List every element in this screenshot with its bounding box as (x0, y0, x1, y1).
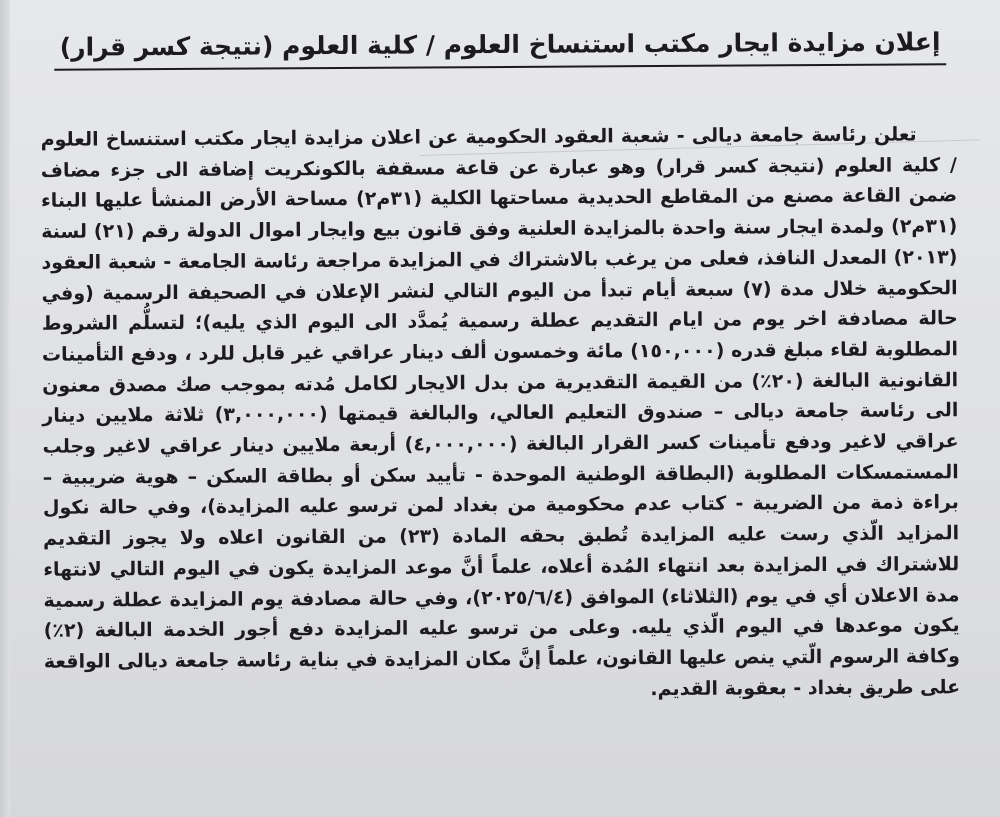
announcement-document (40, 25, 964, 708)
announcement-body-text: تعلن رئاسة جامعة ديالى - شعبة العقود الحكومية عن اعلان مزايدة ايجار مكتب استنساخ العلوم / كلية العلوم (نتيجة كسر قرار) وهو عبارة عن قاعة مسقفة بالكونكريت إضافة الى جزء مضاف ضمن القاعة مصنع من المقاطع الحديدية مساحتها الكلية (٣١م٢) مساحة الأرض المنشأ عليها البناء (٣١م٢) ولمدة ايجار سنة واحدة بالمزايدة العلنية وفق قانون بيع وايجار اموال الدولة رقم (٢١) لسنة (٢٠١٣) المعدل النافذ، فعلى من يرغب بالاشتراك في المزايدة مراجعة رئاسة الجامعة - شعبة العقود الحكومية خلال مدة (٧) سبعة أيام تبدأ من اليوم التالي لنشر الإعلان في الصحيفة الرسمية (وفي حالة مصادفة اخر يوم من ايام التقديم عطلة رسمية يُمدَّد الى اليوم الذي يليه)؛ لتسلُّم الشروط المطلوبة لقاء مبلغ قدره (١٥٠,٠٠٠) مائة وخمسون ألف دينار عراقي غير قابل للرد ، ودفع التأمينات القانونية البالغة (٢٠٪) من القيمة التقديرية من بدل الايجار لكامل مُدته بموجب صك مصدق معنون الى رئاسة جامعة ديالى – صندوق التعليم العالي، والبالغة قيمتها (٣,٠٠٠,٠٠٠) ثلاثة ملايين دينار عراقي لاغير ودفع تأمينات كسر القرار البالغة (٤,٠٠٠,٠٠٠) أربعة ملايين دينار عراقي لاغير وجلب المستمسكات المطلوبة (البطاقة الوطنية الموحدة - تأييد سكن أو بطاقة السكن – هوية ضريبية – براءة ذمة من الضريبة - كتاب عدم محكومية من بغداد لمن ترسو عليه المزايدة)، وفي حالة نكول المزايد الّذي رست عليه المزايدة تُطبق بحقه المادة (٢٣) من القانون اعلاه ولا يجوز التقديم للاشتراك في المزايدة بعد انتهاء المُدة أعلاه، علماً أنَّ موعد المزايدة يكون في اليوم التالي لانتهاء مدة الاعلان أي في يوم (الثلاثاء) الموافق (٢٠٢٥/٦/٤)، وفي حالة مصادفة يوم المزايدة عطلة رسمية يكون موعدها في اليوم الّذي يليه. وعلى من ترسو عليه المزايدة دفع أجور الخدمة البالغة (٢٪) وكافة الرسوم الّتي ينص عليها القانون، علماً إنَّ مكان المزايدة في بناية رئاسة جامعة ديالى الواقعة على طريق بغداد - بعقوبة القديم. (40, 123, 961, 700)
paper-edge-shadow (0, 0, 10, 817)
announcement-body (41, 119, 965, 708)
announcement-title-text: إعلان مزايدة ايجار مكتب استنساخ العلوم / كلية العلوم (نتيجة كسر قرار) (54, 25, 947, 70)
announcement-body-indent (917, 123, 957, 145)
announcement-title (40, 25, 960, 71)
